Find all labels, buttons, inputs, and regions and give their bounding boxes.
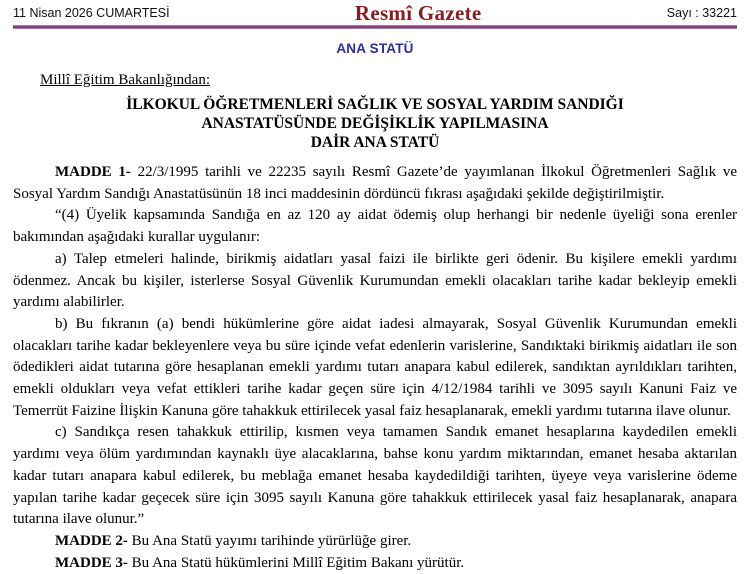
gazette-title: Resmî Gazete [354, 0, 482, 25]
document-title-line-2: ANASTATÜSÜNDE DEĞİŞİKLİK YAPILMASINA [201, 115, 549, 132]
section-heading: ANA STATÜ [336, 41, 414, 56]
paragraph-text: “(4) Üyelik kapsamında Sandığa en az 120 ay aidat ödemiş olup herhangi bir nedenle üyeliği sona erenler bakımından aşağıdaki kurallar uygulanır: [13, 207, 737, 246]
document-body [13, 162, 737, 574]
paragraph-text: 22/3/1995 tarihli ve 22235 sayılı Resmî Gazete’de yayımlanan İlkokul Öğretmenleri Sağlık ve Sosyal Yardım Sandığı Anastatüsünün 18 inci maddesinin dördüncü fıkrası aşağıdaki şekilde değiştirilmiştir. [13, 164, 737, 202]
paragraph-text: Bu Ana Statü yayımı tarihinde yürürlüğe girer. [127, 532, 412, 549]
paragraph-item-c [13, 422, 737, 531]
paragraph-madde-3 [13, 553, 737, 574]
article-label: MADDE 2- [55, 532, 128, 549]
paragraph-text: Bu Ana Statü hükümlerini Millî Eğitim Bakanı yürütür. [127, 554, 465, 571]
document-title-line-1: İLKOKUL ÖĞRETMENLERİ SAĞLIK VE SOSYAL YARDIM SANDIĞI [126, 96, 624, 113]
article-label: MADDE 1- [55, 164, 131, 180]
header-rule [13, 25, 737, 29]
masthead [13, 0, 737, 25]
paragraph-item-a [13, 249, 737, 314]
article-label: MADDE 3- [55, 554, 128, 571]
paragraph-text: b) Bu fıkranın (a) bendi hükümlerine göre aidat iadesi almayarak, Sosyal Güvenlik Kurumundan emekli olacakları tarihe kadar bekleyenlere veya bu süre içinde vefat edenlerin varislerine, Sandıktaki birikmiş aidatları ile son ödedikleri aidat tutarına göre hesaplanan emekli yardımı tutarı anapara kabul edilerek, sandıktan ayrıldıkları tarihten, emekli oldukları veya vefat ettikleri tarihe kadar geçen süre için 4/12/1984 tarihli ve 3095 sayılı Kanuni Faiz ve Temerrüt Faizine İlişkin Kanuna göre tahakkuk ettirilecek yasal faiz hesaplanarak, emekli yardımı tutarına ilave olunur. [13, 315, 737, 419]
masthead-date: 11 Nisan 2026 CUMARTESİ [13, 6, 170, 20]
paragraph-text: c) Sandıkça resen tahakkuk ettirilip, kısmen veya tamamen Sandık emanet hesaplarına kaydedilen emekli yardımı veya ölüm yardımından kaynaklı üye alacaklarına, bahse konu yardım miktarından, emanet hesaba aktarılan kadar tutarı anapara kabul edilerek, bu meblağa emanet hesaba kaydedildiği tarihten, üyeye veya varislerine ödeme yapılan tarihe kadar geçecek süre için 3095 sayılı Kanuna göre tahakkuk ettirilecek yasal faiz hesaplanarak, anapara tutarına ilave olunur.” [13, 424, 737, 528]
paragraph-text: a) Talep etmeleri halinde, birikmiş aidatları yasal faizi ile birlikte geri ödenir. Bu kişilere emekli yardımı ödenmez. Ancak bu kişiler, isterlerse Sosyal Güvenlik Kurumundan emekli olacakları tarihe kadar bekleyip emekli yardımı alabilirler. [13, 250, 737, 311]
paragraph-madde-1 [13, 162, 737, 205]
issue-number: Sayı : 33221 [666, 6, 737, 20]
paragraph-quote-intro [13, 205, 737, 248]
document-title-line-3: DAİR ANA STATÜ [310, 134, 440, 151]
paragraph-madde-2 [13, 531, 737, 553]
paragraph-item-b [13, 314, 737, 423]
issuer-line: Millî Eğitim Bakanlığından: [40, 72, 210, 88]
document-title [13, 95, 737, 152]
